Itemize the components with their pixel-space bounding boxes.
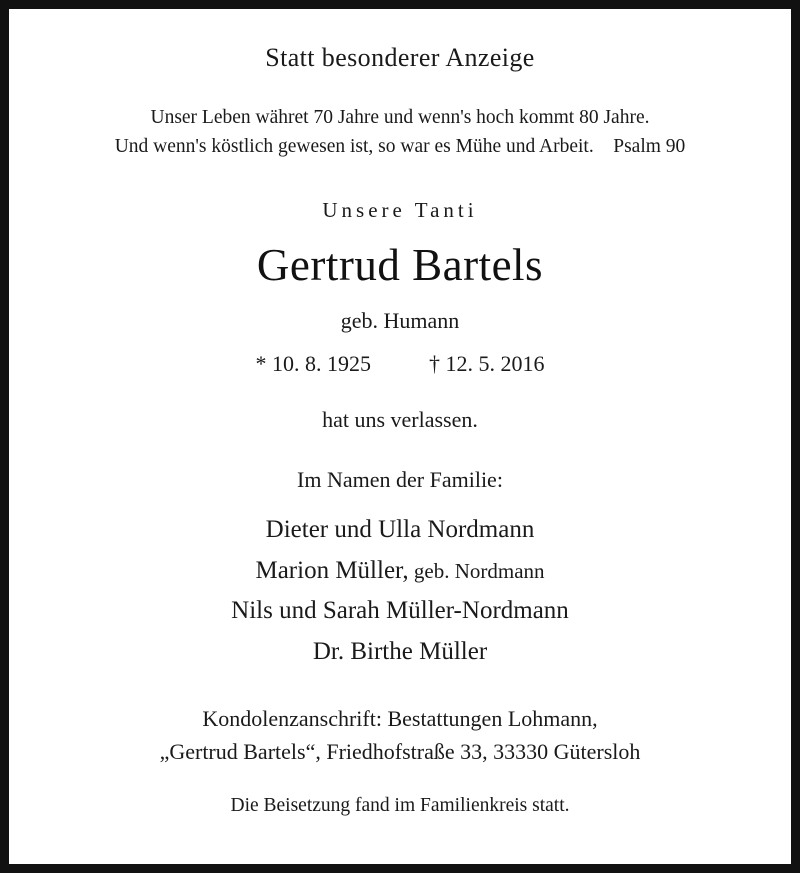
condolence-address — [45, 702, 755, 768]
family-member-name: Marion Müller, — [255, 556, 409, 584]
family-member-name: Dieter und Ulla Nordmann — [265, 516, 535, 544]
passing-text: hat uns verlassen. — [322, 407, 478, 433]
bible-verse — [45, 104, 755, 162]
verse-line-2-wrapper — [45, 133, 755, 162]
family-member-name: Nils und Sarah Müller-Nordmann — [231, 597, 569, 625]
life-dates — [45, 351, 755, 377]
list-item — [45, 551, 755, 592]
funeral-note: Die Beisetzung fand im Familienkreis statt. — [230, 795, 570, 817]
family-intro: Im Namen der Familie: — [297, 467, 503, 493]
verse-line-2: Und wenn's köstlich gewesen ist, so war es Mühe und Arbeit. — [114, 135, 594, 157]
list-item — [45, 632, 755, 673]
family-member-suffix: geb. Nordmann — [408, 558, 545, 583]
verse-line-1: Unser Leben währet 70 Jahre und wenn's hoch kommt 80 Jahre. — [150, 107, 650, 128]
family-member-name: Dr. Birthe Müller — [312, 637, 488, 665]
notice-headline: Statt besonderer Anzeige — [265, 43, 535, 72]
list-item — [45, 591, 755, 632]
condolence-line-1: Kondolenzanschrift: Bestattungen Lohmann, — [202, 706, 598, 732]
list-item — [45, 510, 755, 551]
deceased-name: Gertrud Bartels — [256, 239, 544, 290]
maiden-name: geb. Humann — [340, 308, 460, 334]
relation-label: Unsere Tanti — [322, 197, 478, 222]
death-date: † 12. 5. 2016 — [429, 351, 545, 377]
family-list — [45, 510, 755, 672]
condolence-line-2: „Gertrud Bartels“, Friedhofstraße 33, 33330 Gütersloh — [159, 739, 641, 765]
birth-date: * 10. 8. 1925 — [255, 351, 371, 377]
verse-reference: Psalm 90 — [613, 135, 686, 157]
